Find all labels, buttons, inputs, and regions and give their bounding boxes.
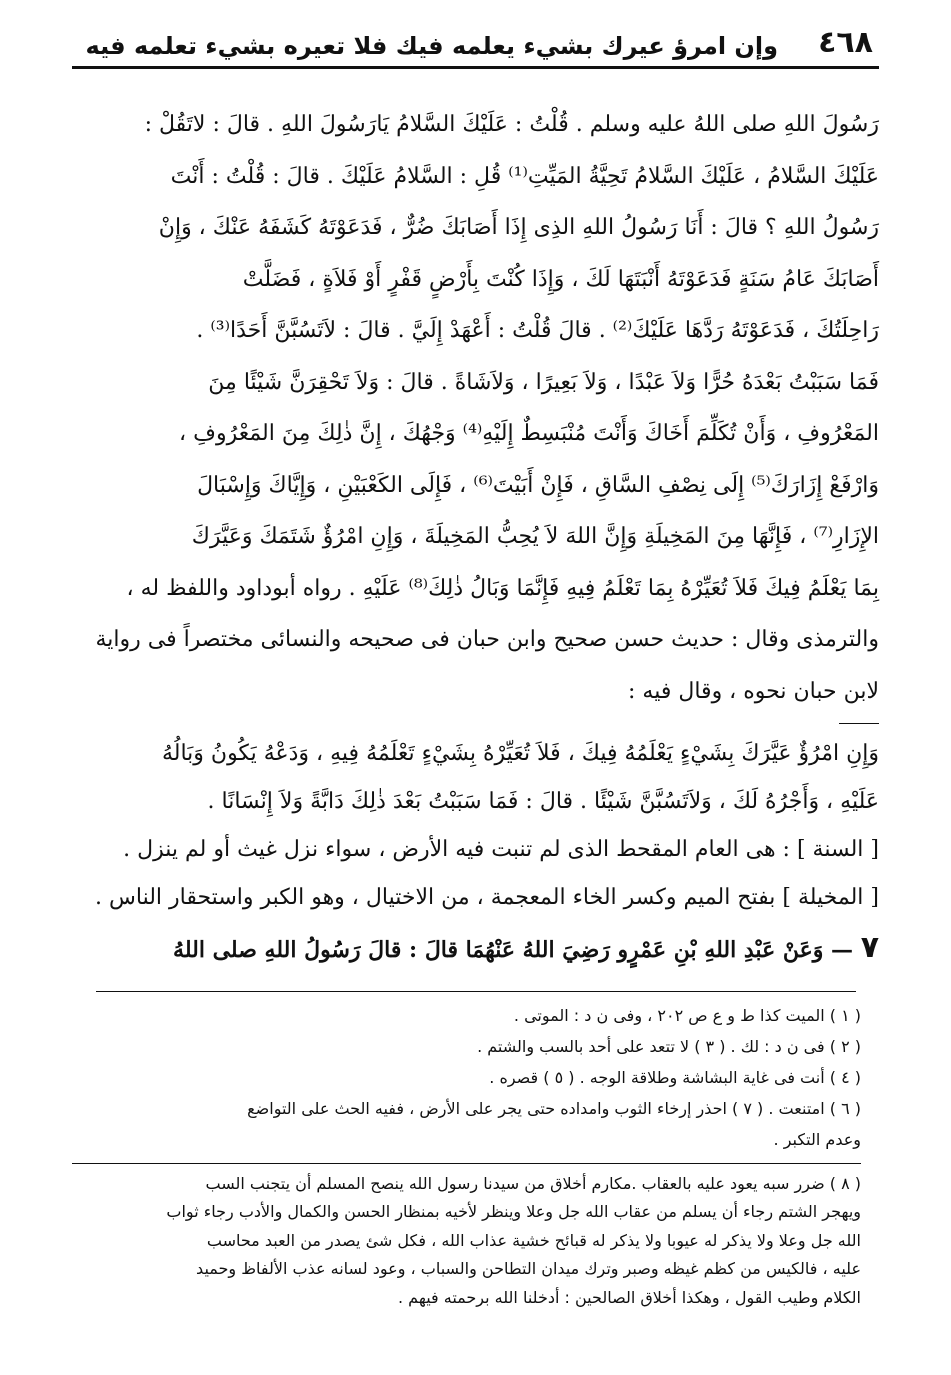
footnote-divider bbox=[96, 991, 856, 992]
text-line: الإِزَارِ⁽⁷⁾ ، فَإِنَّهَا مِنَ المَخِيلَةِ وَإِنَّ اللهَ لاَ يُحِبُّ المَخِيلَةَ ، وَإِنِ امْرُؤٌ شَتَمَكَ وَعَيَّرَكَ bbox=[191, 524, 879, 549]
footnote-long-line: الله جل وعلا ولا يذكر له عيوبا ولا يذكر له قبائح خشية عذاب الله ، فكل شئ يصدر من العبد محاسب bbox=[206, 1230, 861, 1250]
running-title: وإن امرؤ عيرك بشيء يعلمه فيك فلا تعيره بشيء تعلمه فيه bbox=[85, 32, 779, 60]
footnote-line: ( ٦ ) امتنعت . ( ٧ ) احذر إرخاء الثوب وامداده حتى يجر على الأرض ، ففيه الحث على التواضع bbox=[247, 1098, 861, 1118]
text-line: رَسُولُ اللهِ ؟ قالَ : أَنَا رَسُولُ اللهِ الذِى إِذَا أَصَابَكَ ضُرٌّ ، فَدَعَوْتَهُ كَشَفَهُ عَنْكَ ، وَإِنْ bbox=[158, 215, 879, 240]
text-line: لابن حبان نحوه ، وقال فيه : bbox=[628, 678, 879, 704]
text-line: المَعْرُوفِ ، وَأَنْ تُكَلِّمَ أَخَاكَ وَأَنْتَ مُنْبَسِطٌ إِلَيْهِ⁽⁴⁾ وَجْهُكَ ، إِنَّ ذٰلِكَ مِنَ المَعْرُوفِ ، bbox=[179, 421, 879, 446]
text-line: بِمَا يَعْلَمُ فِيكَ فَلاَ تُعَيِّرْهُ بِمَا تَعْلَمُ فِيهِ فَإِنَّمَا وَبَالُ ذٰلِكَ⁽⁸⁾ عَلَيْهِ . رواه أبوداود واللفظ له ، bbox=[126, 575, 879, 601]
variant-line: وَإِنِ امْرُؤٌ عَيَّرَكَ بِشَيْءٍ يَعْلَمُهُ فِيكَ ، فَلاَ تُعَيِّرْهُ بِشَيْءٍ تَعْلَمُهُ فِيهِ ، وَدَعْهُ يَكُونُ وَبَالُهُ bbox=[161, 741, 879, 766]
text-line: رَسُولَ اللهِ صلى اللهُ عليه وسلم . قُلْتُ : عَلَيْكَ السَّلامُ يَارَسُولَ اللهِ . قالَ : لاتَقُلْ : bbox=[144, 112, 879, 137]
footnote-long-line: ويهجر الشتم رجاء أن يسلم من عقاب الله جل وعلا وينظر لأخيه بمنظار الحسن والكمال والأدب رجاء ثواب bbox=[166, 1202, 861, 1221]
variant-line: عَلَيْهِ ، وَأَجْرُهُ لَكَ ، وَلاَتَسُبَّنَّ شَيْئًا . قالَ : فَمَا سَبَبْتُ بَعْدَ ذٰلِكَ دَابَّةً وَلاَ إِنْسَانًا . bbox=[207, 789, 879, 814]
hadith-text: — وَعَنْ عَبْدِ اللهِ بْنِ عَمْرٍو رَضِيَ اللهُ عَنْهُمَا قالَ : قالَ رَسُولُ اللهِ صلى اللهُ bbox=[173, 937, 854, 963]
footnote-line: ( ٤ ) أنت فى غاية البشاشة وطلاقة الوجه . ( ٥ ) قصره . bbox=[489, 1067, 861, 1087]
page-header bbox=[72, 18, 879, 69]
short-separator bbox=[839, 723, 879, 724]
next-hadith bbox=[72, 922, 879, 977]
footnote-long-line: عليه ، فالكيس من كظم غيظه وصبر وترك ميدان التطاحن والسباب ، وعود لسانه عذب الألفاظ وحميد bbox=[196, 1259, 861, 1278]
text-line: عَلَيْكَ السَّلامُ ، عَلَيْكَ السَّلامُ تَحِيَّةُ المَيِّتِ⁽¹⁾ قُلِ : السَّلامُ عَلَيْكَ . قالَ : قُلْتُ : أَنْتَ bbox=[170, 163, 879, 189]
footnote-long-line: الكلام وطيب القول ، وهكذا أخلاق الصالحين : أدخلنا الله برحمته فيهم . bbox=[398, 1287, 861, 1307]
footnotes bbox=[72, 1000, 879, 1313]
text-line: أَصَابَكَ عَامُ سَنَةٍ فَدَعَوْتَهُ أَنْبَتَهَا لَكَ ، وَإِذَا كُنْتَ بِأَرْضٍ قَفْرٍ أَوْ فَلاَةٍ ، فَضَلَّتْ bbox=[242, 266, 879, 292]
text-line: والترمذى وقال : حديث حسن صحيح وابن حبان فى صحيحه والنسائى مختصراً فى رواية bbox=[95, 627, 879, 652]
hadith-number: ٧ bbox=[860, 930, 879, 965]
footnote-long-line: ( ٨ ) ضرر سبه يعود عليه بالعقاب .مكارم أخلاق من سيدنا رسول الله ينصح المسلم أن يتجنب السب bbox=[205, 1173, 861, 1193]
footnote-inner-divider bbox=[72, 1163, 861, 1164]
text-line: وَارْفَعْ إِزَارَكَ⁽⁵⁾ إِلَى نِصْفِ السَّاقِ ، فَإِنْ أَبَيْتَ⁽⁶⁾ ، فَإِلَى الكَعْبَيْنِ ، وَإِيَّاكَ وَإِسْبَالَ bbox=[197, 472, 879, 498]
footnote-line: ( ٢ ) فى ن د : لك . ( ٣ ) لا تتعد على أحد بالسب والشتم . bbox=[477, 1036, 861, 1056]
text-line: رَاحِلَتُكَ ، فَدَعَوْتَهُ رَدَّهَا عَلَيْكَ⁽²⁾ . قالَ قُلْتُ : أَعْهَدْ إِلَيَّ . قالَ : لاَتَسُبَّنَّ أَحَدًا⁽³⁾ . bbox=[196, 318, 879, 343]
text-line: فَمَا سَبَبْتُ بَعْدَهُ حُرًّا وَلاَ عَبْدًا ، وَلاَ بَعِيرًا ، وَلاَشَاةً . قالَ : وَلاَ تَحْقِرَنَّ شَيْئًا مِنَ bbox=[208, 369, 879, 395]
glossary-makhila: [ المخيلة ] بفتح الميم وكسر الخاء المعجمة ، من الاختيال ، وهو الكبر واستحقار الناس . bbox=[95, 885, 879, 910]
footnote-line: ( ١ ) الميت كذا ط و ع ص ٢٠٢ ، وفى ن د : الموتى . bbox=[513, 1005, 861, 1025]
page-number: ٤٦٨ bbox=[818, 25, 873, 60]
main-text bbox=[72, 99, 879, 977]
glossary-sana: [ السنة ] : هى العام المقحط الذى لم تنبت فيه الأرض ، سواء نزل غيث أو لم ينزل . bbox=[123, 837, 879, 862]
footnote-line: وعدم التكبر . bbox=[773, 1129, 861, 1149]
